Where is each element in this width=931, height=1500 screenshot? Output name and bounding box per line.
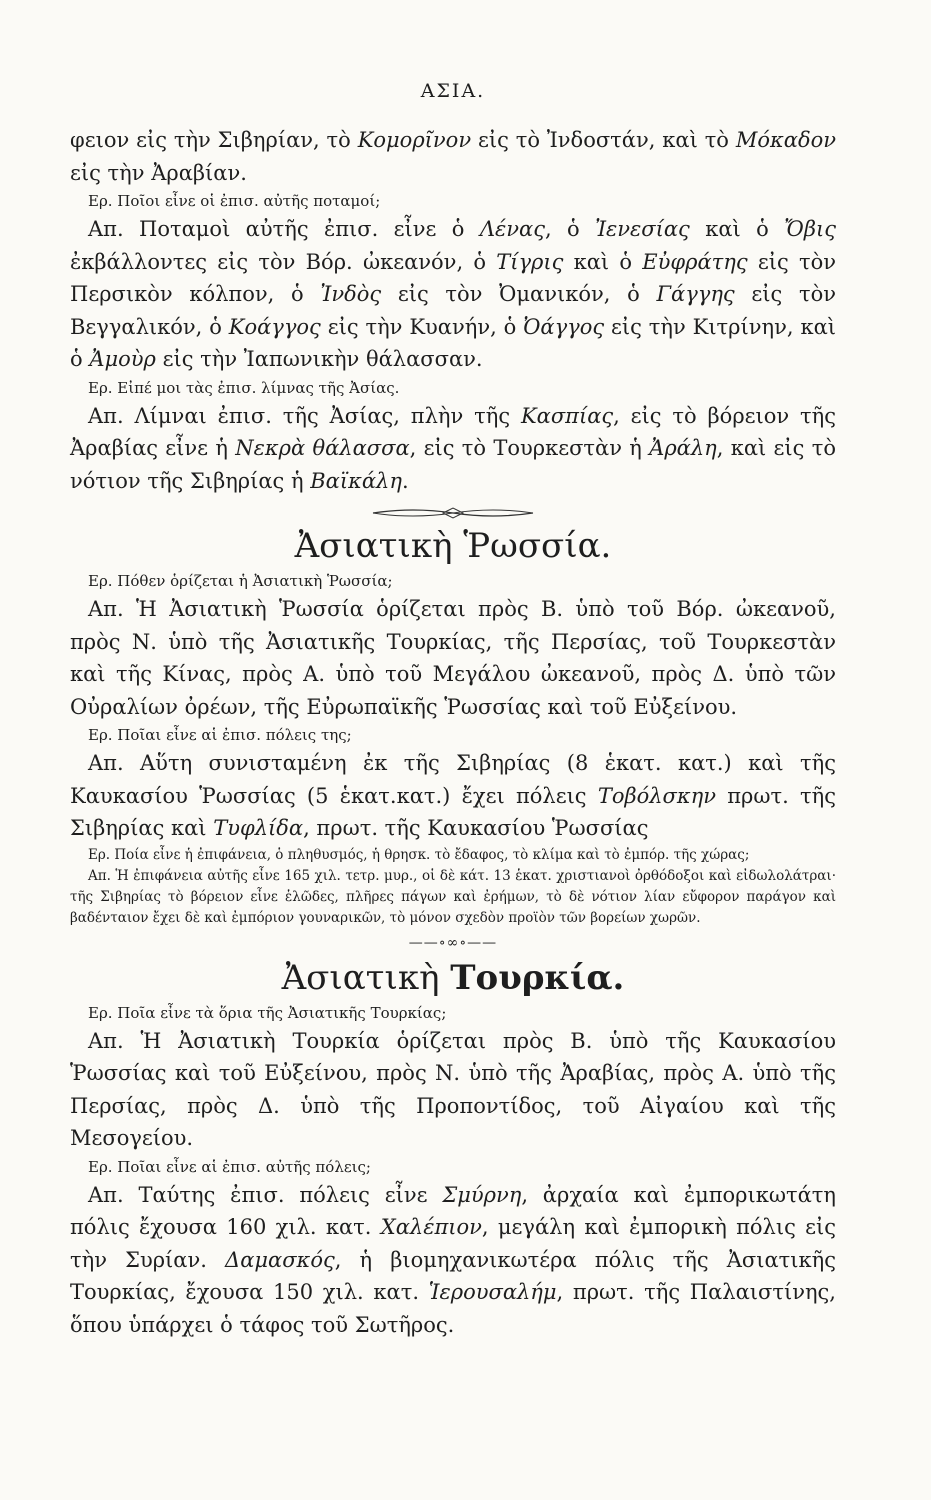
river-ovis: Ὄβις bbox=[784, 217, 836, 241]
answer-lakes bbox=[70, 400, 836, 498]
answer-text: εἰς τὴν Ἰαπωνικὴν θάλασσαν. bbox=[155, 347, 483, 371]
question-russia-cities: Ερ. Ποῖαι εἶνε αἱ ἐπισ. πόλεις της; bbox=[88, 726, 352, 744]
answer-text: , μεγάλη καὶ ἐμπορικὴ πόλις εἰς τὴν Συρίαν. bbox=[70, 1215, 836, 1272]
small-ornament: ——∘∞∘—— bbox=[408, 934, 498, 951]
answer-russia-area: Απ. Ἡ ἐπιφάνεια αὐτῆς εἶνε 165 χιλ. τετρ. μυρ., οἱ δὲ κάτ. 13 ἑκατ. χριστιανοὶ ὀρθόδοξοι καὶ εἰδωλολάτραι· τῆς Σιβηρίας τὸ βόρειον εἶνε ἑλῶδες, πλῆρες πάγων καὶ ἐρήμων, τὸ δὲ νότιον λίαν εὔφορον παράγον καὶ βαδένταιον ἔχει δὲ καὶ ἐμπόριον γουναρικῶν, τὸ μόνον σχεδὸν προϊὸν τῶν βορείων χωρῶν. bbox=[70, 867, 836, 926]
answer-text: εἰς τὴν Κυανήν, ὁ bbox=[320, 314, 524, 339]
city-ierousalim: Ἱερουσαλήμ bbox=[428, 1280, 557, 1304]
lake-nekra: Νεκρὰ θάλασσα bbox=[235, 436, 410, 460]
question-lakes: Ερ. Εἰπέ μοι τὰς ἐπισ. λίμνας τῆς Ἀσίας. bbox=[88, 378, 400, 397]
answer-text: , πρωτ. τῆς Καυκασίου Ῥωσσίας bbox=[303, 816, 649, 840]
question-turkey-borders: Ερ. Ποῖα εἶνε τὰ ὅρια τῆς Ἀσιατικῆς Τουρκίας; bbox=[88, 1003, 447, 1022]
river-ienesias: Ἰενεσίας bbox=[595, 217, 690, 241]
answer-rivers bbox=[70, 213, 836, 376]
section-title-asian-turkey bbox=[70, 955, 836, 1001]
answer-turkey-borders: Απ. Ἡ Ἀσιατικὴ Τουρκία ὁρίζεται πρὸς Β. ὑπὸ τῆς Καυκασίου Ῥωσσίας καὶ τοῦ Εὐξείνου, πρὸς Ν. ὑπὸ τῆς Ἀραβίας, πρὸς Α. ὑπὸ τῆς Περσίας, πρὸς Δ. ὑπὸ τῆς Προποντίδος, τοῦ Αἰγαίου καὶ τῆς Μεσογείου. bbox=[70, 1028, 836, 1150]
title-text: Ῥωσσία. bbox=[463, 526, 612, 566]
intro-paragraph bbox=[70, 124, 836, 189]
city-damaskos: Δαμασκός bbox=[225, 1247, 335, 1272]
answer-text: , ὁ bbox=[544, 217, 596, 241]
question-russia-borders: Ερ. Πόθεν ὁρίζεται ἡ Ἀσιατικὴ Ῥωσσία; bbox=[88, 572, 393, 590]
question-russia-area: Ερ. Ποία εἶνε ἡ ἐπιφάνεια, ὁ πληθυσμός, ἡ θρησκ. τὸ ἔδαφος, τὸ κλίμα καὶ τὸ ἐμπόρ. τῆς χώρας; bbox=[88, 846, 750, 863]
answer-text: εἰς τὸν Ὀμανικόν, ὁ bbox=[381, 282, 657, 306]
city-smyrni: Σμύρνη bbox=[442, 1182, 522, 1207]
river-amour: Ἀμοὺρ bbox=[89, 347, 156, 371]
answer-text: , ἀρχαία καὶ ἐμπορικωτάτη πόλις ἔχουσα 160 χιλ. κατ. bbox=[70, 1182, 837, 1239]
river-gangis: Γάγγης bbox=[656, 282, 735, 306]
title-text: Ἀσιατικὴ bbox=[281, 957, 451, 998]
answer-text: , πρωτ. τῆς Παλαιστίνης, ὅπου ὑπάρχει ὁ τάφος τοῦ Σωτῆρος. bbox=[70, 1280, 836, 1337]
answer-text: καὶ ὁ bbox=[689, 217, 785, 241]
lake-kaspias: Κασπίας bbox=[520, 403, 614, 428]
question-turkey-cities: Ερ. Ποῖαι εἶνε αἱ ἐπισ. αὐτῆς πόλεις; bbox=[88, 1157, 371, 1176]
answer-turkey-cities bbox=[70, 1179, 836, 1342]
answer-text: , καὶ εἰς τὸ νότιον τῆς Σιβηρίας ἡ bbox=[70, 436, 836, 493]
answer-text: , εἰς τὸ βόρειον τῆς Ἀραβίας εἶνε ἡ bbox=[70, 403, 837, 460]
answer-text: . bbox=[401, 468, 409, 493]
answer-russia-borders: Απ. Ἡ Ἀσιατικὴ Ῥωσσία ὁρίζεται πρὸς Β. ὑπὸ τοῦ Βόρ. ὠκεανοῦ, πρὸς Ν. ὑπὸ τῆς Ἀσιατικῆς Τουρκίας, τῆς Περσίας, τοῦ Τουρκεστὰν καὶ τῆς Κίνας, πρὸς Α. ὑπὸ τοῦ Μεγάλου ὠκεανοῦ, πρὸς Δ. ὑπὸ τῶν Οὐραλίων ὀρέων, τῆς Εὐρωπαϊκῆς Ῥωσσίας καὶ τοῦ Εὐξείνου. bbox=[70, 597, 836, 719]
title-text: Τουρκία. bbox=[450, 957, 625, 998]
intro-text: φειον εἰς τὴν Σιβηρίαν, τὸ bbox=[70, 128, 358, 152]
river-lenas: Λένας bbox=[479, 217, 545, 241]
answer-text: Απ. Αὕτη συνισταμένη ἐκ τῆς Σιβηρίας (8 ἑκατ. κατ.) καὶ τῆς Καυκασίου Ῥωσσίας (5 ἑκατ.κατ.) ἔχει πόλεις bbox=[70, 751, 836, 808]
intro-text: εἰς τὴν Ἀραβίαν. bbox=[70, 160, 247, 185]
city-tiflis: Τυφλίδα bbox=[213, 816, 304, 840]
river-oaggos: Ὀάγγος bbox=[523, 314, 605, 339]
answer-text: , ἡ βιομηχανικωτέρα πόλις τῆς Ἀσιατικῆς Τουρκίας, ἔχουσα 150 χιλ. κατ. bbox=[70, 1247, 836, 1304]
answer-text: καὶ ὁ bbox=[563, 249, 643, 274]
ornament-divider-icon bbox=[368, 505, 538, 521]
answer-text: εἰς τὸν Περσικὸν κόλπον, ὁ bbox=[70, 249, 836, 306]
intro-text: εἰς τὸ Ἰνδοστάν, καὶ τὸ bbox=[471, 128, 729, 152]
answer-text: Απ. Ποταμοὶ αὐτῆς ἐπισ. εἶνε ὁ bbox=[88, 217, 480, 241]
river-eufratis: Εὐφράτης bbox=[642, 249, 748, 274]
answer-russia-cities bbox=[70, 747, 836, 845]
running-header: ΑΣΙΑ. bbox=[420, 80, 486, 102]
river-koaggos: Κοάγγος bbox=[228, 314, 321, 339]
answer-text: ἐκβάλλοντες εἰς τὸν Βόρ. ὠκεανόν, ὁ bbox=[70, 249, 497, 274]
lake-vaikali: Βαϊκάλη bbox=[310, 468, 402, 493]
title-text: Ἀσιατικὴ bbox=[294, 526, 464, 566]
place-mokadon: Μόκαδον bbox=[735, 128, 836, 152]
question-rivers: Ερ. Ποῖοι εἶνε οἱ ἐπισ. αὐτῆς ποταμοί; bbox=[88, 192, 381, 210]
place-komorinon: Κομορῖνον bbox=[357, 128, 472, 152]
river-tigris: Τίγρις bbox=[496, 249, 564, 274]
city-tovolsk: Τοβόλσκην bbox=[597, 783, 717, 808]
answer-text: Απ. Ταύτης ἐπισ. πόλεις εἶνε bbox=[88, 1182, 443, 1207]
answer-text: εἰς τὸν Βεγγαλικόν, ὁ bbox=[70, 282, 836, 339]
answer-text: , εἰς τὸ Τουρκεστὰν ἡ bbox=[409, 436, 650, 460]
answer-text: Απ. Λίμναι ἐπισ. τῆς Ἀσίας, πλὴν τῆς bbox=[88, 403, 521, 428]
river-indos: Ἰνδὸς bbox=[320, 282, 382, 306]
answer-text: πρωτ. τῆς Σιβηρίας καὶ bbox=[70, 783, 836, 840]
answer-text: εἰς τὴν Κιτρίνην, καὶ ὁ bbox=[70, 314, 836, 371]
lake-arali: Ἀράλη bbox=[649, 436, 717, 460]
city-halepion: Χαλέπιον bbox=[380, 1215, 482, 1239]
section-title-asian-russia bbox=[70, 523, 836, 569]
